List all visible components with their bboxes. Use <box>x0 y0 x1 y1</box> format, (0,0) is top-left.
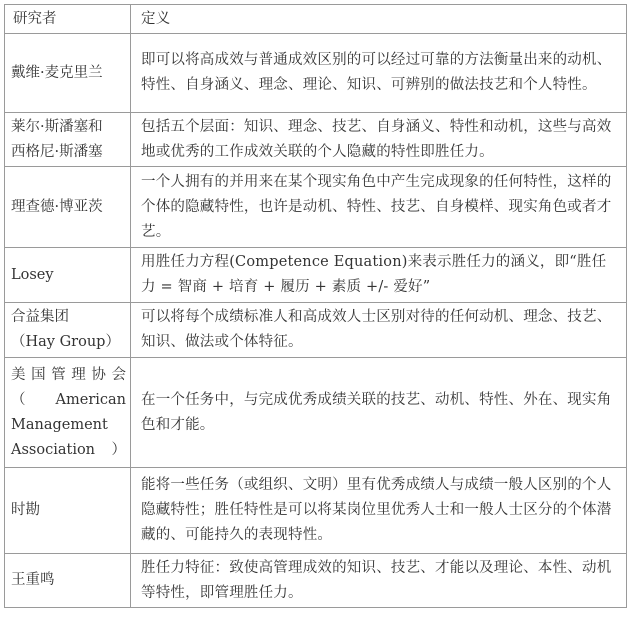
researcher-line: 西格尼·斯潘塞 <box>11 143 103 160</box>
researcher-line: Losey <box>11 266 54 283</box>
researcher-cell <box>5 34 131 113</box>
researcher-cell <box>5 468 131 554</box>
researcher-cell <box>5 554 131 608</box>
definition-cell: 胜任力特征：致使高管理成效的知识、技艺、才能以及理论、本性、动机等特性，即管理胜任力。 <box>131 554 627 608</box>
researcher-line: 莱尔·斯潘塞和 <box>11 118 103 135</box>
table-row <box>5 167 627 248</box>
researcher-line: 理查德·博亚茨 <box>11 198 103 215</box>
researcher-line: 时勘 <box>11 502 40 518</box>
table-row <box>5 113 627 167</box>
researcher-line: 戴维·麦克里兰 <box>11 64 103 81</box>
definition-cell: 在一个任务中，与完成优秀成绩关联的技艺、动机、特性、外在、现实角色和才能。 <box>131 358 627 468</box>
definition-cell: 能将一些任务（或组织、文明）里有优秀成绩人与成绩一般人区别的个人隐藏特性；胜任特性是可以将某岗位里优秀人士和一般人士区分的个体潜藏的、可能持久的表现特性。 <box>131 468 627 554</box>
researcher-cell <box>5 248 131 303</box>
definition-cell: 即可以将高成效与普通成效区别的可以经过可靠的方法衡量出来的动机、特性、自身涵义、理念、理论、知识、可辨别的做法技艺和个人特性。 <box>131 34 627 113</box>
researcher-line: 美国管理协会 <box>11 366 126 383</box>
competency-definition-table <box>4 4 627 608</box>
researcher-cell <box>5 303 131 358</box>
researcher-line: 王重鸣 <box>11 572 55 588</box>
table-header-row <box>5 5 627 34</box>
researcher-line: Association） <box>11 441 126 458</box>
researcher-line: 合益集团 <box>11 309 69 325</box>
table-row <box>5 303 627 358</box>
definition-cell: 一个人拥有的并用来在某个现实角色中产生完成现象的任何特性，这样的个体的隐藏特性，也许是动机、特性、技艺、自身模样、现实角色或者才艺。 <box>131 167 627 248</box>
table-container <box>4 4 626 608</box>
researcher-line: （Hay Group） <box>11 334 120 350</box>
definition-cell: 包括五个层面：知识、理念、技艺、自身涵义、特性和动机，这些与高效地或优秀的工作成效关联的个人隐藏的特性即胜任力。 <box>131 113 627 167</box>
header-researcher: 研究者 <box>5 5 131 34</box>
table-row <box>5 358 627 468</box>
researcher-line: Management <box>11 416 108 433</box>
researcher-cell <box>5 358 131 468</box>
definition-cell: 可以将每个成绩标准人和高成效人士区别对待的任何动机、理念、技艺、知识、做法或个体特征。 <box>131 303 627 358</box>
table-row <box>5 248 627 303</box>
researcher-cell <box>5 113 131 167</box>
researcher-line: （American <box>11 391 126 408</box>
header-definition: 定义 <box>131 5 627 34</box>
table-row <box>5 34 627 113</box>
definition-cell: 用胜任力方程(Competence Equation)来表示胜任力的涵义，即“胜任力 = 智商 + 培育 + 履历 + 素质 +/- 爱好” <box>131 248 627 303</box>
table-row <box>5 468 627 554</box>
table-row <box>5 554 627 608</box>
researcher-cell <box>5 167 131 248</box>
